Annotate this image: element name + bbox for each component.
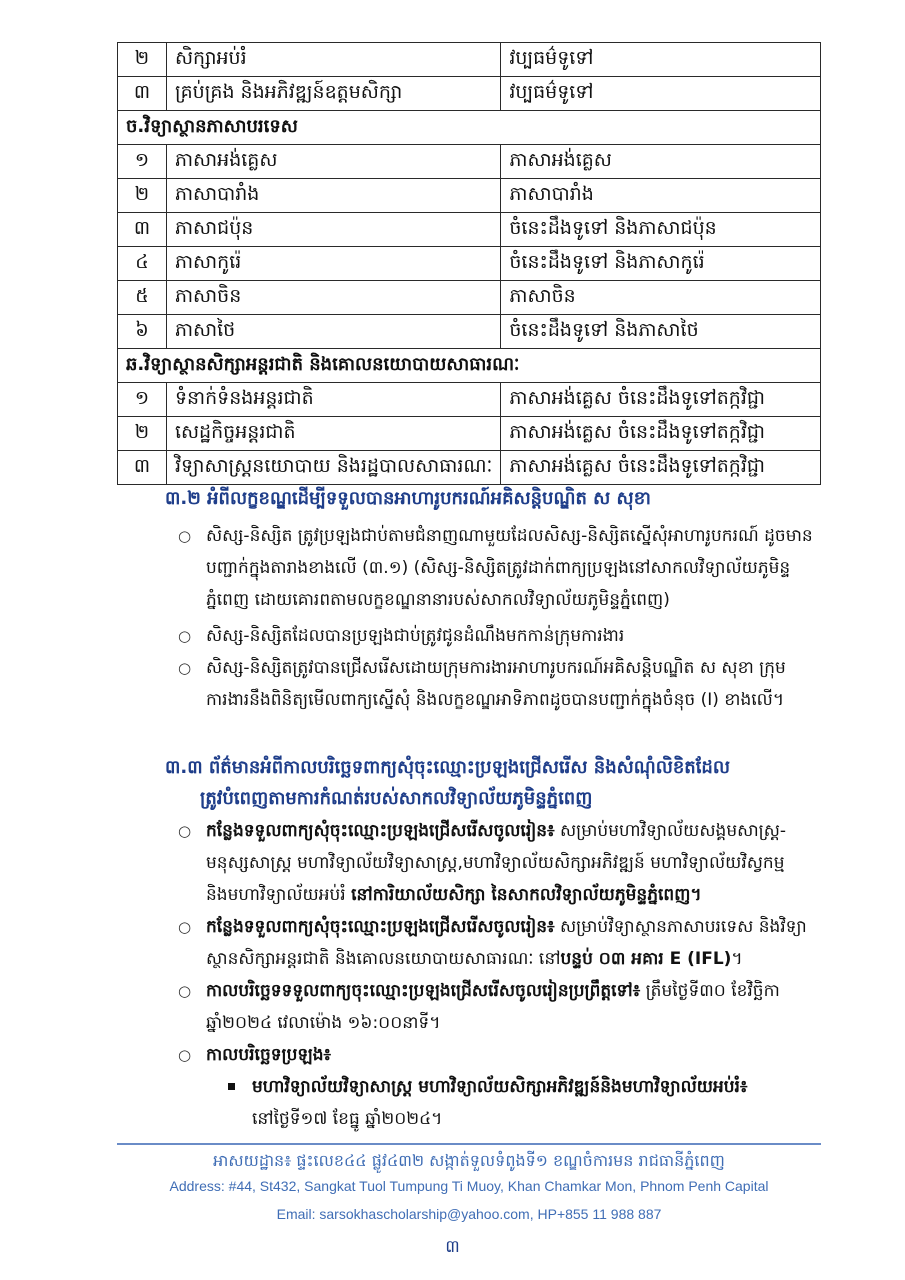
majors-table [117,42,821,485]
row-number: ២ [118,179,167,213]
exam-subject: ភាសាអង់គ្លេស ចំនេះដឹងទូទៅតក្កវិជ្ជា [501,383,821,417]
exam-subject: ភាសាចិន [501,281,821,315]
bullet-end: ។ [731,949,743,969]
row-number: ៦ [118,315,167,349]
circle-bullet-icon: ○ [178,822,192,840]
list-item [178,652,828,716]
bullet-text: សិស្ស-និស្សិតដែលបានប្រឡងជាប់ត្រូវជូនដំណឹងមកកាន់ក្រុមការងារ [206,626,625,646]
sub-bullet-text [228,1071,828,1135]
sub-bullet-lead: មហាវិទ្យាល័យវិទ្យាសាស្ត្រ មហាវិទ្យាល័យសិក្សាអភិវឌ្ឍន៍និងមហាវិទ្យាល័យអប់រំ៖ [252,1077,748,1097]
row-number: ៥ [118,281,167,315]
table-row [118,179,821,213]
exam-subject: ភាសាអង់គ្លេស [501,145,821,179]
footer-address-km: អាសយដ្ឋាន៖ ផ្ទះលេខ៤៤ ផ្លូវ៤៣២ សង្កាត់ទួលទំពូងទី១ ខណ្ឌចំការមន រាជធានីភ្នំពេញ [213,1151,725,1170]
exam-subject: ភាសាបារាំង [501,179,821,213]
row-number: ២ [118,43,167,77]
bullet-text [178,911,828,975]
heading-line-2: ត្រូវបំពេញតាមការកំណត់របស់សាកលវិទ្យាល័យភូមិន្ទភ្នំពេញ [200,788,593,809]
table-row [118,417,821,451]
section-3-2-heading: ៣.២ អំពីលក្ខខណ្ឌដើម្បីទទួលបានអាហារូបករណ៍អគិសន្តិបណ្ឌិត ស សុខា [165,488,651,509]
major-name: គ្រប់គ្រង និងអភិវឌ្ឍន៍ឧត្តមសិក្សា [166,77,500,111]
exam-subject: ចំនេះដឹងទូទៅ និងភាសាថៃ [501,315,821,349]
major-name: វិទ្យាសាស្ត្រនយោបាយ និងរដ្ឋបាលសាធារណៈ [166,451,500,485]
list-item [178,975,828,1039]
bullet-text: សិស្ស-និស្សិត ត្រូវប្រឡងជាប់តាមជំនាញណាមួយដែលសិស្ស-និស្សិតស្នើសុំអាហារូបករណ៍ ដូចមានបញ្ជាក់ក្នុងតារាងខាងលើ (៣.១) (សិស្ស-និស្សិតត្រូវដាក់ពាក្យប្រឡងនៅសាកលវិទ្យាល័យភូមិន្ទភ្នំពេញ ដោយគោរពតាមលក្ខខណ្ឌនានារបស់សាកលវិទ្យាល័យភូមិន្ទភ្នំពេញ) [206,526,813,610]
circle-bullet-icon: ○ [178,627,192,645]
circle-bullet-icon: ○ [178,527,192,545]
bullet-lead: កន្លែងទទួលពាក្យសុំចុះឈ្មោះប្រឡងជ្រើសរើសចូលរៀន៖ [206,917,555,937]
bullet-body: សម្រាប់វិទ្យាស្ថានភាសាបរទេស និងវិទ្យាស្ថានសិក្សាអន្តរជាតិ និងគោលនយោបាយសាធារណៈ នៅ [206,917,807,969]
exam-subject: ចំនេះដឹងទូទៅ និងភាសាជប៉ុន [501,213,821,247]
table-section-row [118,349,821,383]
row-number: ៣ [118,451,167,485]
major-name: ភាសាជប៉ុន [166,213,500,247]
square-bullet-icon [228,1083,235,1090]
row-number: ១ [118,145,167,179]
sub-bullet-body: នៅថ្ងៃទី១៧ ខែធ្នូ ឆ្នាំ២០២៤។ [252,1109,443,1129]
exam-subject: វប្បធម៌ទូទៅ [501,43,821,77]
exam-subject: វប្បធម៌ទូទៅ [501,77,821,111]
page-number: ៣ [445,1237,460,1257]
major-name: សិក្សាអប់រំ [166,43,500,77]
major-name: ភាសាថៃ [166,315,500,349]
circle-bullet-icon: ○ [178,918,192,936]
circle-bullet-icon: ○ [178,1046,192,1064]
table-row [118,451,821,485]
footer-divider [117,1143,821,1145]
row-number: ៤ [118,247,167,281]
bullet-location: បន្ទប់ ០៣ អគារ E (IFL) [560,949,732,969]
table-row [118,145,821,179]
bullet-lead: កន្លែងទទួលពាក្យសុំចុះឈ្មោះប្រឡងជ្រើសរើសចូលរៀន៖ [206,821,555,841]
bullet-text [178,975,828,1039]
bullet-lead: កាលបរិច្ឆេទប្រឡង៖ [206,1045,332,1065]
circle-bullet-icon: ○ [178,982,192,1000]
bullet-location: នៅការិយាល័យសិក្សា នៃសាកលវិទ្យាល័យភូមិន្ទភ្នំពេញ។ [351,885,702,905]
major-name: ភាសាអង់គ្លេស [166,145,500,179]
major-name: ទំនាក់ទំនងអន្តរជាតិ [166,383,500,417]
list-item [178,520,828,616]
section-3-3-heading [165,752,825,814]
row-number: ១ [118,383,167,417]
list-item [178,911,828,975]
exam-subject: ភាសាអង់គ្លេស ចំនេះដឹងទូទៅតក្កវិជ្ជា [501,451,821,485]
exam-subject: ភាសាអង់គ្លេស ចំនេះដឹងទូទៅតក្កវិជ្ជា [501,417,821,451]
bullet-text [178,815,828,911]
section-label-foreign-languages: ច.វិទ្យាស្ថានភាសាបរទេស [118,111,821,145]
table-row [118,213,821,247]
exam-subject: ចំនេះដឹងទូទៅ និងភាសាកូរ៉េ [501,247,821,281]
list-item [178,620,828,652]
row-number: ២ [118,417,167,451]
list-item [178,1039,828,1071]
bullet-lead: កាលបរិច្ឆេទទទួលពាក្យចុះឈ្មោះប្រឡងជ្រើសរើសចូលរៀនប្រព្រឹត្តទៅ៖ [206,981,641,1001]
footer-address-en: Address: #44, St432, Sangkat Tuol Tumpung Ti Muoy, Khan Chamkar Mon, Phnom Penh Capital [169,1178,769,1194]
section-label-international-studies: ឆ.វិទ្យាស្ថានសិក្សាអន្តរជាតិ និងគោលនយោបាយសាធារណៈ [118,349,821,383]
major-name: ភាសាចិន [166,281,500,315]
major-name: សេដ្ឋកិច្ចអន្តរជាតិ [166,417,500,451]
row-number: ៣ [118,77,167,111]
bullet-body: សម្រាប់មហាវិទ្យាល័យសង្គមសាស្ត្រ-មនុស្សសាស្ត្រ មហាវិទ្យាល័យវិទ្យាសាស្ត្រ,មហាវិទ្យាល័យសិក្សាអភិវឌ្ឍន៍ មហាវិទ្យាល័យវិស្វកម្ម និងមហាវិទ្យាល័យអប់រំ [206,821,787,905]
table-row [118,315,821,349]
list-item [178,815,828,911]
footer-contact: Email: sarsokhascholarship@yahoo.com, HP+855 11 988 887 [276,1206,662,1222]
table-row [118,77,821,111]
table-row [118,383,821,417]
major-name: ភាសាបារាំង [166,179,500,213]
bullet-text: សិស្ស-និស្សិតត្រូវបានជ្រើសរើសដោយក្រុមការងារអាហារូបករណ៍អគិសន្តិបណ្ឌិត ស សុខា ក្រុមការងារនឹងពិនិត្យមើលពាក្យស្នើសុំ និងលក្ខខណ្ឌអាទិភាពដូចបានបញ្ជាក់ក្នុងចំនុច (I) ខាងលើ។ [206,658,786,710]
circle-bullet-icon: ○ [178,659,192,677]
table-row [118,43,821,77]
table-row [118,281,821,315]
table-row [118,247,821,281]
row-number: ៣ [118,213,167,247]
table-section-row [118,111,821,145]
heading-line-1: ៣.៣ ព័ត៌មានអំពីកាលបរិច្ឆេទពាក្យសុំចុះឈ្មោះប្រឡងជ្រើសរើស និងសំណុំលិខិតដែល [165,757,730,778]
bullet-body: ត្រឹមថ្ងៃទី៣០ ខែវិច្ឆិកា ឆ្នាំ២០២៤ វេលាម៉ោង ១៦:០០នាទី។ [206,981,780,1033]
sub-list-item [228,1071,828,1135]
major-name: ភាសាកូរ៉េ [166,247,500,281]
